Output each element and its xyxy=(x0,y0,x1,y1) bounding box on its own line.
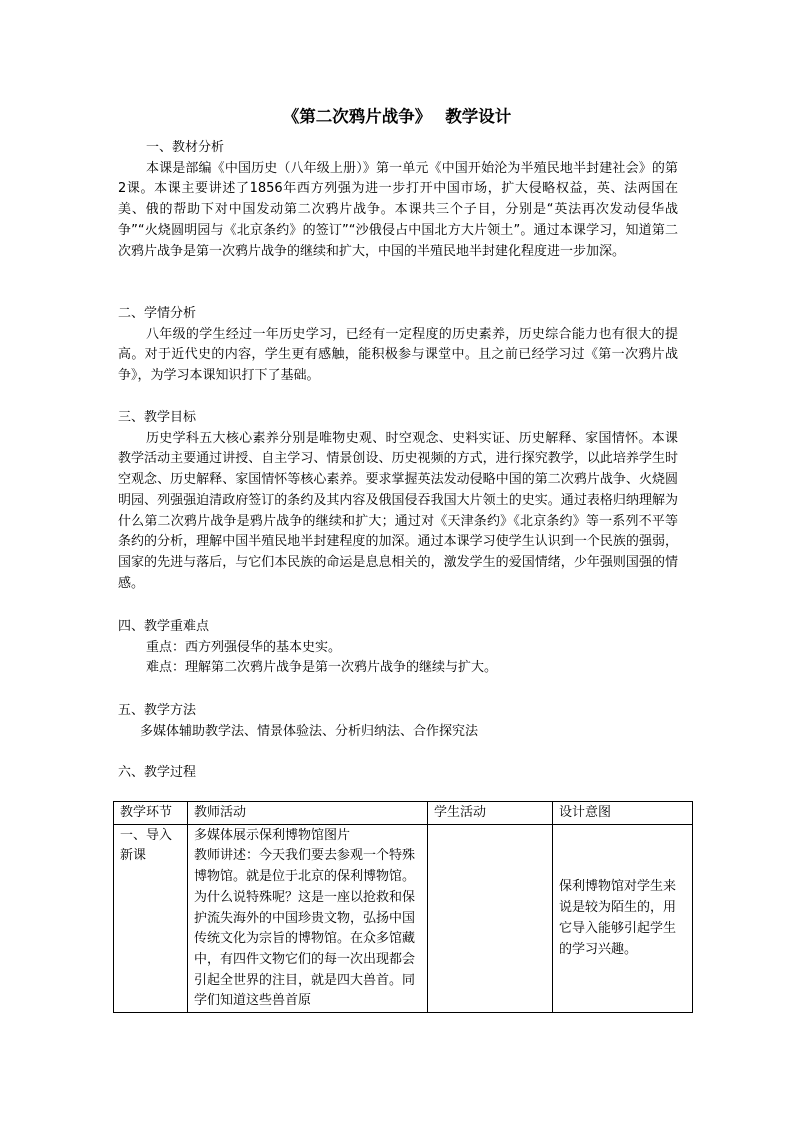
section-teaching-process xyxy=(118,763,678,784)
column-header-stage: 教学环节 xyxy=(114,802,188,825)
section-paragraph: 八年级的学生经过一年历史学习，已经有一定程度的历史素养，历史综合能力也有很大的提高。对于近代史的内容，学生更有感触，能积极参与课堂中。且之前已经学习过《第一次鸦片战争》，为学习本课知识打下了基础。 xyxy=(118,326,678,384)
methods-text: 多媒体辅助教学法、情景体验法、分析归纳法、合作探究法 xyxy=(140,723,479,739)
cell-design-intent: 保利博物馆对学生来说是较为陌生的，用它导入能够引起学生的学习兴趣。 xyxy=(553,824,693,1012)
key-point-difficulty: 难点：理解第二次鸦片战争是第一次鸦片战争的继续与扩大。 xyxy=(146,660,498,676)
column-header-student: 学生活动 xyxy=(428,802,553,825)
section-heading: 六、教学过程 xyxy=(118,765,197,780)
cell-teacher-activity xyxy=(188,824,428,1012)
column-header-intent: 设计意图 xyxy=(553,802,693,825)
section-teaching-goals xyxy=(118,408,678,594)
section-heading: 三、教学目标 xyxy=(118,410,197,425)
section-material-analysis xyxy=(118,138,678,262)
teacher-activity-text: 教师讲述：今天我们要去参观一个特殊博物馆。就是位于北京的保利博物馆。为什么说特殊呢？这是一座以抢救和保护流失海外的中国珍贵文物，弘扬中国传统文化为宗旨的博物馆。在众多馆藏中，有四件文物它们的每一次出现都会引起全世界的注目，就是四大兽首。同学们知道这些兽首原 xyxy=(194,848,416,1009)
section-heading: 四、教学重难点 xyxy=(118,619,210,634)
table-row xyxy=(114,824,693,1012)
document-title: 《第二次鸦片战争》 教学设计 xyxy=(282,107,512,126)
teacher-activity-line: 多媒体展示保利博物馆图片 xyxy=(194,827,351,843)
cell-stage: 一、导入新课 xyxy=(114,824,188,1012)
section-key-points xyxy=(118,617,678,679)
section-heading: 二、学情分析 xyxy=(118,306,197,321)
key-point-focus: 重点：西方列强侵华的基本史实。 xyxy=(146,639,342,655)
section-heading: 五、教学方法 xyxy=(118,703,197,718)
section-student-analysis xyxy=(118,304,678,387)
cell-student-activity xyxy=(428,824,553,1012)
section-heading: 一、教材分析 xyxy=(146,140,225,155)
section-teaching-methods xyxy=(118,701,678,742)
table-header-row xyxy=(114,802,693,825)
teaching-process-table xyxy=(113,801,693,1013)
section-paragraph: 历史学科五大核心素养分别是唯物史观、时空观念、史料实证、历史解释、家国情怀。本课教学活动主要通过讲授、自主学习、情景创设、历史视频的方式，进行探究教学，以此培养学生时空观念、历史解释、家国情怀等核心素养。要求掌握英法发动侵略中国的第二次鸦片战争、火烧圆明园、列强强迫清政府签订的条约及其内容及俄国侵吞我国大片领土的史实。通过表格归纳理解为什么第二次鸦片战争是鸦片战争的继续和扩大；通过对《天津条约》《北京条约》等一系列不平等条约的分析，理解中国半殖民地半封建程度的加深。通过本课学习使学生认识到一个民族的强弱，国家的先进与落后，与它们本民族的命运是息息相关的，激发学生的爱国情绪，少年强则国强的情感。 xyxy=(118,430,678,591)
column-header-teacher: 教师活动 xyxy=(188,802,428,825)
section-paragraph: 本课是部编《中国历史（八年级上册）》第一单元《中国开始沦为半殖民地半封建社会》的第2课。本课主要讲述了1856年西方列强为进一步打开中国市场，扩大侵略权益，英、法两国在美、俄的帮助下对中国发动第二次鸦片战争。本课共三个子目，分别是“英法再次发动侵华战争”“火烧圆明园与《北京条约》的签订”“沙俄侵占中国北方大片领土”。通过本课学习，知道第二次鸦片战争是第一次鸦片战争的继续和扩大，中国的半殖民地半封建化程度进一步加深。 xyxy=(118,160,678,259)
